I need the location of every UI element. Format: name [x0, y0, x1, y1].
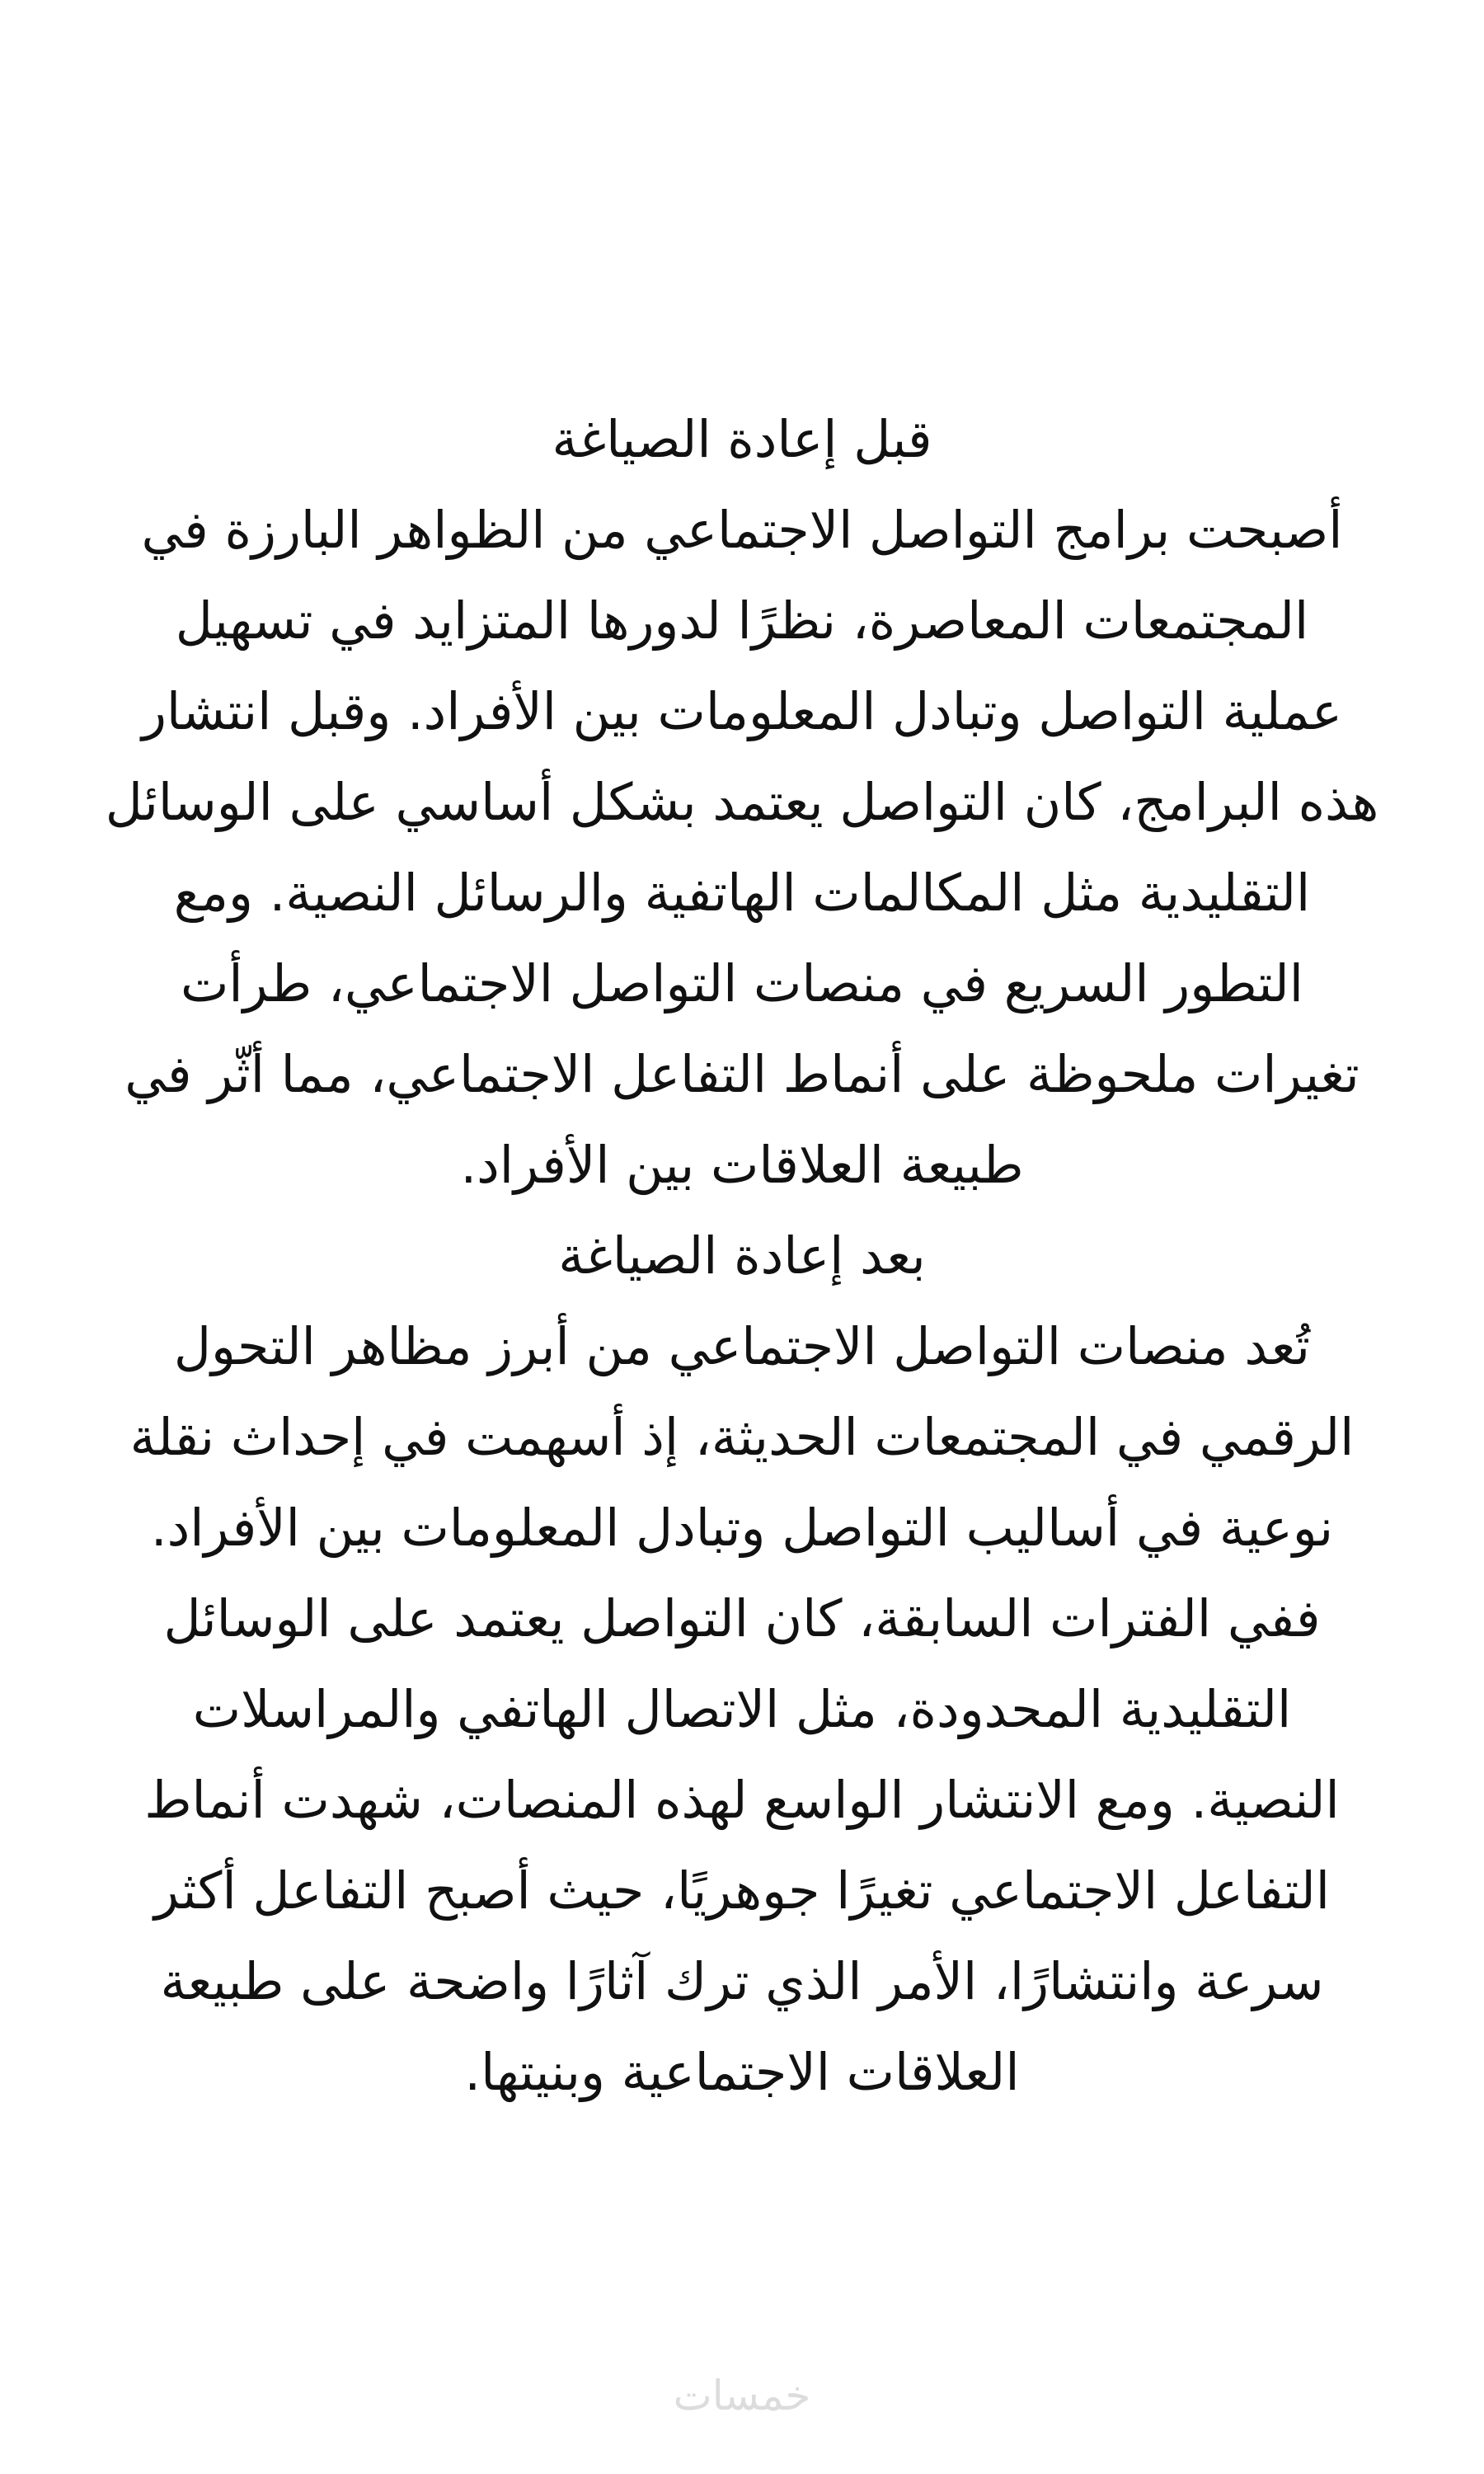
- after-line-6: النصية. ومع الانتشار الواسع لهذه المنصات، شهدت أنماط: [144, 1770, 1340, 1830]
- before-line-2: المجتمعات المعاصرة، نظرًا لدورها المتزايد في تسهيل: [175, 590, 1309, 651]
- before-line-1: أصبحت برامج التواصل الاجتماعي من الظواهر البارزة في: [141, 500, 1343, 560]
- before-line-6: التطور السريع في منصات التواصل الاجتماعي، طرأت: [181, 953, 1303, 1014]
- before-line-3: عملية التواصل وتبادل المعلومات بين الأفراد. وقبل انتشار: [141, 681, 1342, 741]
- before-line-4: هذه البرامج، كان التواصل يعتمد بشكل أساسي على الوسائل: [105, 772, 1379, 832]
- after-line-5: التقليدية المحدودة، مثل الاتصال الهاتفي والمراسلات: [192, 1679, 1292, 1739]
- document-body: [0, 394, 1484, 2118]
- watermark-logo: خمسات: [673, 2372, 811, 2420]
- after-line-9: العلاقات الاجتماعية وبنيتها.: [464, 2042, 1020, 2102]
- before-line-5: التقليدية مثل المكالمات الهاتفية والرسائل النصية. ومع: [173, 863, 1311, 923]
- after-line-8: سرعة وانتشارًا، الأمر الذي ترك آثارًا واضحة على طبيعة: [160, 1951, 1324, 2011]
- before-heading: قبل إعادة الصياغة: [552, 409, 932, 469]
- before-line-7: تغيرات ملحوظة على أنماط التفاعل الاجتماعي، مما أثّر في: [124, 1044, 1360, 1104]
- after-line-3: نوعية في أساليب التواصل وتبادل المعلومات بين الأفراد.: [150, 1498, 1334, 1558]
- after-line-4: ففي الفترات السابقة، كان التواصل يعتمد على الوسائل: [163, 1588, 1321, 1649]
- after-line-1: تُعد منصات التواصل الاجتماعي من أبرز مظاهر التحول: [173, 1316, 1311, 1376]
- after-line-2: الرقمي في المجتمعات الحديثة، إذ أسهمت في إحداث نقلة: [129, 1407, 1355, 1467]
- after-line-7: التفاعل الاجتماعي تغيرًا جوهريًا، حيث أصبح التفاعل أكثر: [154, 1860, 1330, 1921]
- after-heading: بعد إعادة الصياغة: [558, 1225, 926, 1286]
- before-line-8: طبيعة العلاقات بين الأفراد.: [460, 1135, 1024, 1195]
